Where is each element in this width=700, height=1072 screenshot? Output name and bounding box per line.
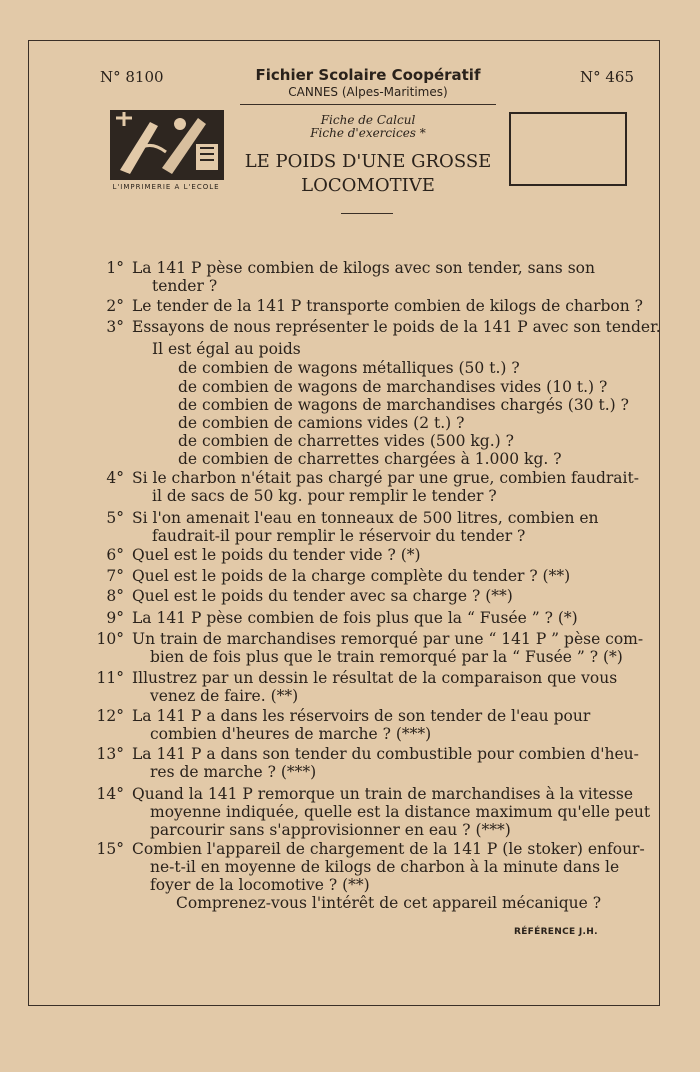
question-line: de combien de charrettes vides (500 kg.) ? <box>178 432 514 450</box>
main-title-line1: LE POIDS D'UNE GROSSE <box>244 151 492 172</box>
question-number: 4° <box>106 469 124 487</box>
question-line: de combien de wagons de marchandises chargés (30 t.) ? <box>178 396 629 414</box>
question-number: 2° <box>106 297 124 315</box>
question-number: 1° <box>106 259 124 277</box>
question-line: Quel est le poids du tender vide ? (*) <box>132 546 421 564</box>
title-rule <box>341 213 393 214</box>
question-number: 3° <box>106 318 124 336</box>
question-number: 9° <box>106 609 124 627</box>
question-line: venez de faire. (**) <box>150 687 299 705</box>
question-line: Quel est le poids du tender avec sa charge ? (**) <box>132 587 513 605</box>
question-line: de combien de wagons métalliques (50 t.) ? <box>178 359 520 377</box>
fiche-subtype: Fiche d'exercices * <box>310 126 426 140</box>
question-line: La 141 P a dans son tender du combustible pour combien d'heu- <box>132 745 639 763</box>
logo-caption: L'IMPRIMERIE A L'ECOLE <box>112 183 220 191</box>
question-line: Un train de marchandises remorqué par une “ 141 P ” pèse com- <box>132 630 644 648</box>
reference: RÉFÉRENCE J.H. <box>514 927 598 937</box>
question-line: La 141 P pèse combien de kilogs avec son tender, sans son <box>132 259 595 277</box>
question-number: 10° <box>96 630 124 648</box>
card-number-right: N° 465 <box>579 68 634 86</box>
question-number: 6° <box>106 546 124 564</box>
question-line: tender ? <box>152 277 218 295</box>
question-line: Comprenez-vous l'intérêt de cet appareil mécanique ? <box>176 894 602 912</box>
question-line: combien d'heures de marche ? (***) <box>150 725 432 743</box>
question-line: de combien de charrettes chargées à 1.000 kg. ? <box>178 450 562 468</box>
stamp-box <box>509 112 627 186</box>
question-number: 8° <box>106 587 124 605</box>
question-line: moyenne indiquée, quelle est la distance maximum qu'elle peut <box>150 803 651 821</box>
question-line: Combien l'appareil de chargement de la 141 P (le stoker) enfour- <box>132 840 645 858</box>
fiche-type: Fiche de Calcul <box>320 113 416 127</box>
question-line: de combien de camions vides (2 t.) ? <box>178 414 465 432</box>
question-number: 14° <box>96 785 124 803</box>
main-title-line2: LOCOMOTIVE <box>301 175 435 196</box>
question-line: il de sacs de 50 kg. pour remplir le tender ? <box>152 487 497 505</box>
question-number: 13° <box>96 745 124 763</box>
question-line: Quand la 141 P remorque un train de marchandises à la vitesse <box>132 785 634 803</box>
publisher-title: Fichier Scolaire Coopératif <box>255 66 481 84</box>
question-line: Quel est le poids de la charge complète du tender ? (**) <box>132 567 571 585</box>
question-number: 11° <box>96 669 124 687</box>
question-line: res de marche ? (***) <box>150 763 317 781</box>
printing-press-logo <box>110 110 224 180</box>
question-line: Si le charbon n'était pas chargé par une grue, combien faudrait- <box>132 469 639 487</box>
question-line: Le tender de la 141 P transporte combien de kilogs de charbon ? <box>132 297 643 315</box>
header-divider <box>240 104 496 105</box>
question-line: Illustrez par un dessin le résultat de la comparaison que vous <box>132 669 618 687</box>
question-line: faudrait-il pour remplir le réservoir du tender ? <box>152 527 526 545</box>
question-number: 7° <box>106 567 124 585</box>
card-number-left: N° 8100 <box>100 68 164 86</box>
question-line: La 141 P pèse combien de fois plus que la “ Fusée ” ? (*) <box>132 609 578 627</box>
question-line: La 141 P a dans les réservoirs de son tender de l'eau pour <box>132 707 591 725</box>
question-number: 5° <box>106 509 124 527</box>
question-line: ne-t-il en moyenne de kilogs de charbon à la minute dans le <box>150 858 620 876</box>
question-number: 15° <box>96 840 124 858</box>
question-line: de combien de wagons de marchandises vides (10 t.) ? <box>178 378 608 396</box>
question-line: parcourir sans s'approvisionner en eau ? (***) <box>150 821 511 839</box>
question-line: Si l'on amenait l'eau en tonneaux de 500 litres, combien en <box>132 509 599 527</box>
question-line: foyer de la locomotive ? (**) <box>150 876 370 894</box>
main-title <box>240 150 496 198</box>
question-line: Essayons de nous représenter le poids de la 141 P avec son tender. <box>132 318 661 336</box>
question-line: Il est égal au poids <box>152 340 301 358</box>
publisher-location: CANNES (Alpes-Maritimes) <box>288 85 448 99</box>
question-line: bien de fois plus que le train remorqué par la “ Fusée ” ? (*) <box>150 648 623 666</box>
question-number: 12° <box>96 707 124 725</box>
